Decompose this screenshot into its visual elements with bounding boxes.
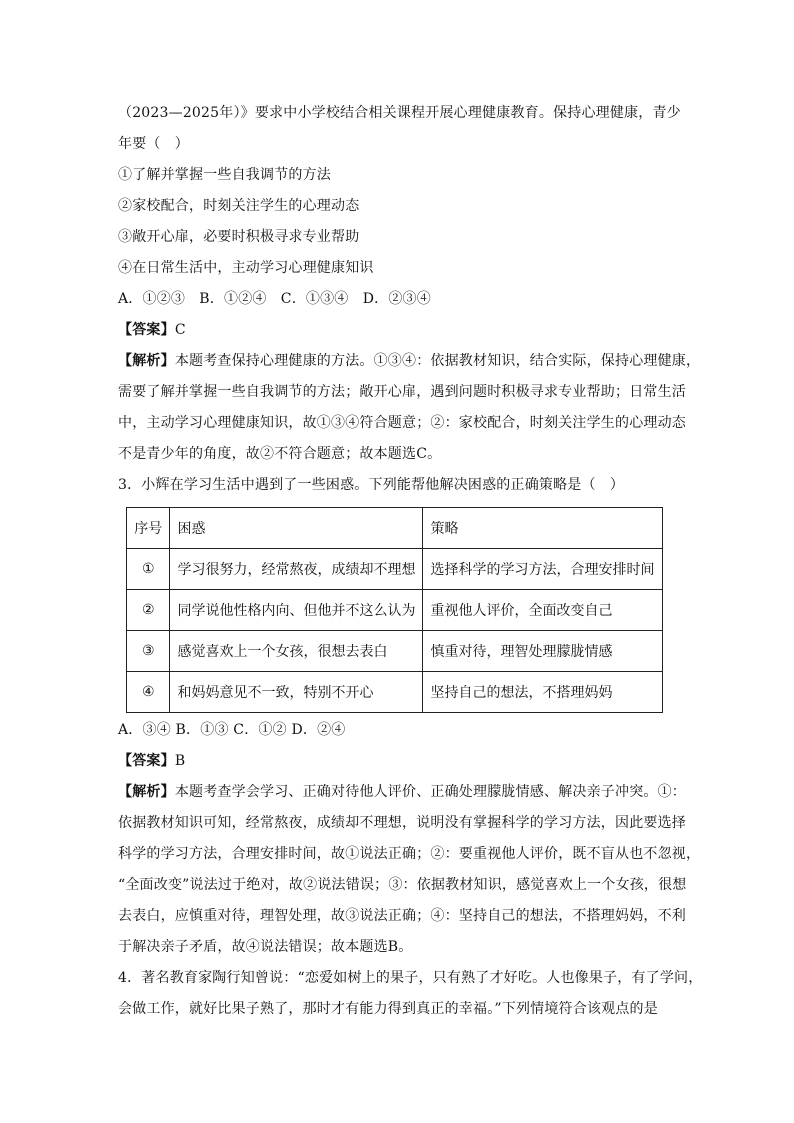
q2-analysis	[118, 346, 701, 470]
table-cell: 重视他人评价，全面改变自己	[423, 590, 663, 631]
table-header-cell: 序号	[127, 508, 170, 549]
q3-stem: 3．小辉在学习生活中遇到了一些困惑。下列能帮他解决困惑的正确策略是（ ）	[118, 477, 625, 493]
q4-stem-line: 会做工作，就好比果子熟了，那时才有能力得到真正的幸福。”下列情境符合该观点的是	[118, 1001, 658, 1017]
q2-answer	[118, 315, 678, 346]
table-cell: 坚持自己的想法，不搭理妈妈	[423, 672, 663, 713]
table-header-cell: 困惑	[170, 508, 423, 549]
q3-analysis-line: 去表白，应慎重对待，理智处理，故③说法正确；④：坚持自己的想法，不搭理妈妈，不利	[118, 908, 686, 924]
table-cell: ①	[127, 549, 170, 590]
q2-options	[118, 160, 678, 284]
q3-analysis	[118, 777, 701, 963]
table-cell: 选择科学的学习方法，合理安排时间	[423, 549, 663, 590]
q2-option: ①了解并掌握一些自我调节的方法	[118, 167, 331, 183]
q3-choices: A．③④ B．①③ C．①② D．②④	[118, 722, 346, 738]
q2-choices: A．①②③ B．①②④ C．①③④ D．②③④	[118, 291, 431, 307]
q2-stem-line: （2023—2025年）》要求中小学校结合相关课程开展心理健康教育。保持心理健康，青少	[118, 105, 681, 121]
answer-label: 【答案】	[118, 322, 175, 338]
table-row	[127, 631, 663, 672]
analysis-text: 本题考查学会学习、正确对待他人评价、正确处理朦胧情感、解决亲子冲突。①：	[174, 784, 687, 800]
table-header-row	[127, 508, 663, 549]
q3-analysis-line: “全面改变”说法过于绝对，故②说法错误；③：依据教材知识，感觉喜欢上一个女孩，很想	[118, 877, 687, 893]
q4-stem-line: 4．著名教育家陶行知曾说：“恋爱如树上的果子，只有熟了才好吃。人也像果子，有了学问，	[118, 970, 703, 986]
q2-option: ②家校配合，时刻关注学生的心理动态	[118, 198, 360, 214]
table-cell: ②	[127, 590, 170, 631]
q3-analysis-line: 于解决亲子矛盾，故④说法错误；故本题选B。	[118, 939, 413, 955]
q2-analysis-line: 中，主动学习心理健康知识，故①③④符合题意；②：家校配合，时刻关注学生的心理动态	[118, 415, 686, 431]
table-cell: ④	[127, 672, 170, 713]
table-cell: ③	[127, 631, 170, 672]
q2-stem-line: 年要（ ）	[118, 136, 189, 152]
table-row	[127, 590, 663, 631]
q4-stem	[118, 963, 703, 1025]
table-row	[127, 549, 663, 590]
q3-analysis-line: 科学的学习方法，合理安排时间，故①说法正确；②：要重视他人评价，既不盲从也不忽视，	[118, 846, 701, 862]
q2-stem	[118, 98, 681, 160]
q2-option: ④在日常生活中，主动学习心理健康知识	[118, 260, 374, 276]
answer-value: C	[174, 322, 186, 338]
document-page	[118, 98, 703, 1025]
q2-option: ③敞开心扉，必要时积极寻求专业帮助	[118, 229, 360, 245]
q3-table	[126, 507, 663, 713]
answer-label: 【答案】	[118, 753, 175, 769]
table-cell: 同学说他性格内向、但他并不这么认为	[170, 590, 423, 631]
q2-analysis-line	[118, 346, 701, 377]
table-cell: 慎重对待，理智处理朦胧情感	[423, 631, 663, 672]
table-cell: 和妈妈意见不一致，特别不开心	[170, 672, 423, 713]
analysis-text: 本题考查保持心理健康的方法。①③④：依据教材知识，结合实际，保持心理健康，	[174, 353, 701, 369]
q3-analysis-line: 依据教材知识可知，经常熬夜，成绩却不理想，说明没有掌握科学的学习方法，因此要选择	[118, 815, 686, 831]
analysis-label: 【解析】	[118, 784, 175, 800]
q2-analysis-line: 不是青少年的角度，故②不符合题意；故本题选C。	[118, 446, 442, 462]
q3-answer	[118, 746, 678, 777]
table-cell: 学习很努力，经常熬夜，成绩却不理想	[170, 549, 423, 590]
table-row	[127, 672, 663, 713]
q3-analysis-line	[118, 777, 687, 808]
analysis-label: 【解析】	[118, 353, 175, 369]
q2-analysis-line: 需要了解并掌握一些自我调节的方法；敞开心扉，遇到问题时积极寻求专业帮助；日常生活	[118, 384, 686, 400]
table-cell: 感觉喜欢上一个女孩，很想去表白	[170, 631, 423, 672]
answer-value: B	[174, 753, 186, 769]
table-header-cell: 策略	[423, 508, 663, 549]
